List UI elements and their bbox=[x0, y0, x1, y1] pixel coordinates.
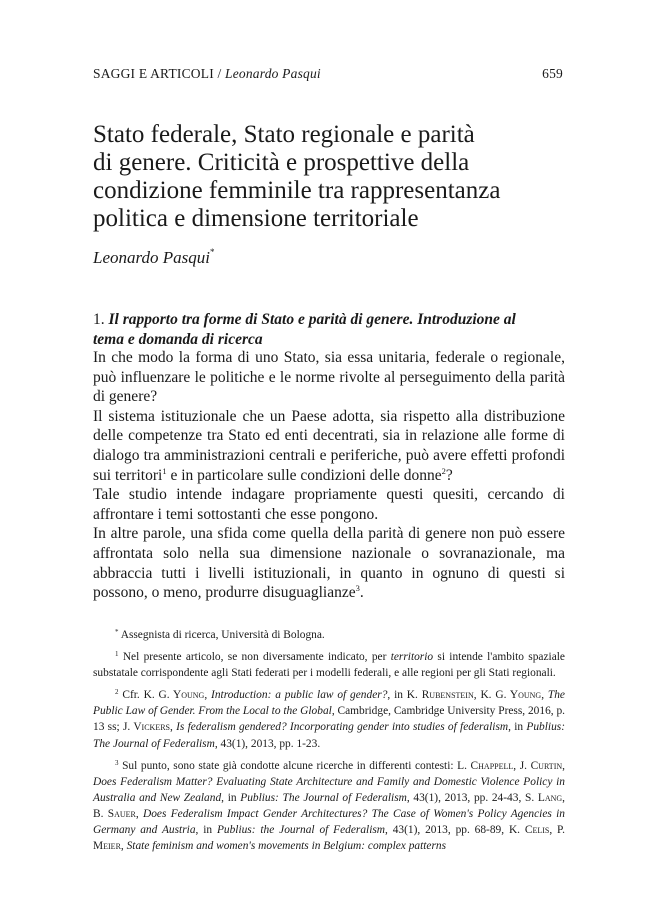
paragraph-text: e in particolare sulle condizioni delle donne bbox=[166, 466, 442, 484]
author-name: Leonardo Pasqui bbox=[93, 248, 210, 267]
running-header-author: Leonardo Pasqui bbox=[225, 66, 321, 81]
footnote-mark: * bbox=[115, 628, 119, 636]
paragraph-text: In altre parole, una sfida come quella della parità di genere non può essere affrontata solo nella sua dimensione nazionale o sovranazionale, ma abbraccia tutti i livelli istituzionali, in quanto in ognuno di questi si possono, o meno, produrre disuguaglianze bbox=[93, 525, 565, 602]
footnote-text: , bbox=[562, 759, 565, 772]
footnote-italic: territorio bbox=[390, 651, 434, 664]
footnote-mark: 3 bbox=[115, 758, 119, 767]
section-title-line2: tema e domanda di ricerca bbox=[93, 331, 263, 348]
footnote-italic: Introduction: a public law of gender? bbox=[211, 689, 388, 702]
paragraph bbox=[93, 524, 565, 602]
footnote-italic: Publius: the Journal of Federalism bbox=[216, 824, 386, 837]
footnotes bbox=[93, 627, 565, 860]
footnote-text: , bbox=[541, 689, 548, 702]
author-note-mark: * bbox=[209, 247, 215, 257]
footnote-text: Nel presente articolo, se non diversamente indicato, per bbox=[122, 651, 391, 664]
paragraph-text: ? bbox=[445, 466, 453, 484]
footnote-italic: State feminism and women's movements in Belgium: complex patterns bbox=[126, 840, 447, 853]
footnote-text: si intende l'ambito spaziale substatale corrispondente agli Stati federati per i modelli federali, e alle regioni per gli Stati regionali. bbox=[93, 651, 565, 680]
footnote-text: , bbox=[170, 721, 177, 734]
running-header-left bbox=[93, 66, 321, 82]
footnote-italic: Does Federalism Impact Gender Architectures? The Case of Women's Policy Agencies in Germany and Austria bbox=[93, 807, 565, 837]
footnote-text: , bbox=[204, 689, 212, 702]
footnote-mark: 1 bbox=[115, 650, 119, 659]
footnote-text: Cfr. bbox=[122, 689, 144, 702]
footnote-italic: Publius: The Journal of Federalism bbox=[240, 791, 407, 804]
footnote-author: L. Chappell, J. Curtin bbox=[457, 759, 563, 772]
footnote-text: , 43(1), 2013, pp. 68-89, bbox=[385, 824, 509, 837]
running-header-separator: / bbox=[213, 66, 225, 81]
footnote-1 bbox=[93, 649, 565, 681]
footnote-italic: The Public Law of Gender. From the Local to the Global bbox=[93, 689, 565, 718]
footnote-2 bbox=[93, 687, 565, 751]
footnote-star bbox=[93, 627, 565, 643]
section-heading bbox=[93, 310, 565, 350]
footnote-text: , in bbox=[195, 824, 217, 837]
footnote-text: , bbox=[120, 840, 127, 853]
article-author bbox=[93, 247, 214, 268]
paragraph bbox=[93, 407, 565, 485]
footnote-author: S. Lang, B. Sauer bbox=[93, 791, 565, 820]
section-number: 1. bbox=[93, 311, 105, 328]
article-title-line: politica e dimensione territoriale bbox=[93, 205, 419, 232]
article-title-line: condizione femminile tra rappresentanza bbox=[93, 177, 501, 204]
footnote-text: , in bbox=[508, 721, 527, 734]
page-number: 659 bbox=[542, 66, 563, 81]
footnote-author: K. Rubenstein, K. G. Young bbox=[406, 689, 542, 702]
footnote-text: Sul punto, sono state già condotte alcune ricerche in differenti contesti: bbox=[122, 759, 458, 772]
body-text bbox=[93, 348, 565, 603]
paragraph-text: Il sistema istituzionale che un Paese adotta, sia rispetto alla distribuzione delle competenze tra Stato ed enti decentrati, sia in relazione alle forme di dialogo tra amministrazioni centrali e periferiche, può avere effetti profondi sui territori bbox=[93, 407, 565, 484]
footnote-author: K. Celis, P. Meier bbox=[93, 824, 565, 853]
footnote-text: Assegnista di ricerca, Università di Bologna. bbox=[120, 629, 325, 641]
footnote-text: , Cambridge, Cambridge University Press, 2016, p. 13 ss; bbox=[93, 705, 566, 734]
footnote-italic: Publius: The Journal of Federalism bbox=[93, 721, 565, 750]
article-title-line: di genere. Criticità e prospettive della bbox=[93, 149, 470, 176]
footnote-ref-3: 3 bbox=[355, 583, 360, 594]
article-title-line: Stato federale, Stato regionale e parità bbox=[93, 121, 475, 148]
footnote-mark: 2 bbox=[115, 688, 119, 697]
footnote-3 bbox=[93, 758, 565, 855]
footnote-ref-2: 2 bbox=[441, 465, 446, 476]
footnote-italic: Does Federalism Matter? Evaluating State Architecture and Family and Domestic Violence Policy in Australia and New Zealand bbox=[93, 775, 565, 804]
paragraph: Tale studio intende indagare propriamente questi quesiti, cercando di affrontare i temi sottostanti che esse pongono. bbox=[93, 486, 565, 523]
footnote-text: , in bbox=[221, 791, 241, 804]
footnote-text: , bbox=[135, 807, 144, 820]
footnote-text: , in bbox=[387, 689, 407, 702]
footnote-author: K. G. Young bbox=[143, 689, 205, 702]
section-title-line1: Il rapporto tra forme di Stato e parità di genere. Introduzione al bbox=[108, 311, 516, 328]
footnote-text: , 43(1), 2013, pp. 24-43, bbox=[406, 791, 525, 804]
paragraph-text: . bbox=[359, 584, 364, 602]
paragraph: In che modo la forma di uno Stato, sia essa unitaria, federale o regionale, può influenzare le politiche e le norme rivolte al perseguimento della parità di genere? bbox=[93, 349, 565, 406]
article-title bbox=[93, 121, 573, 233]
footnote-ref-1: 1 bbox=[162, 465, 167, 476]
footnote-text: , 43(1), 2013, pp. 1-23. bbox=[214, 737, 321, 750]
footnote-author: J. Vickers bbox=[122, 721, 170, 734]
running-header-section: SAGGI E ARTICOLI bbox=[93, 66, 214, 81]
footnote-italic: Is federalism gendered? Incorporating gender into studies of federalism bbox=[176, 721, 509, 734]
section-heading-line bbox=[93, 310, 565, 330]
